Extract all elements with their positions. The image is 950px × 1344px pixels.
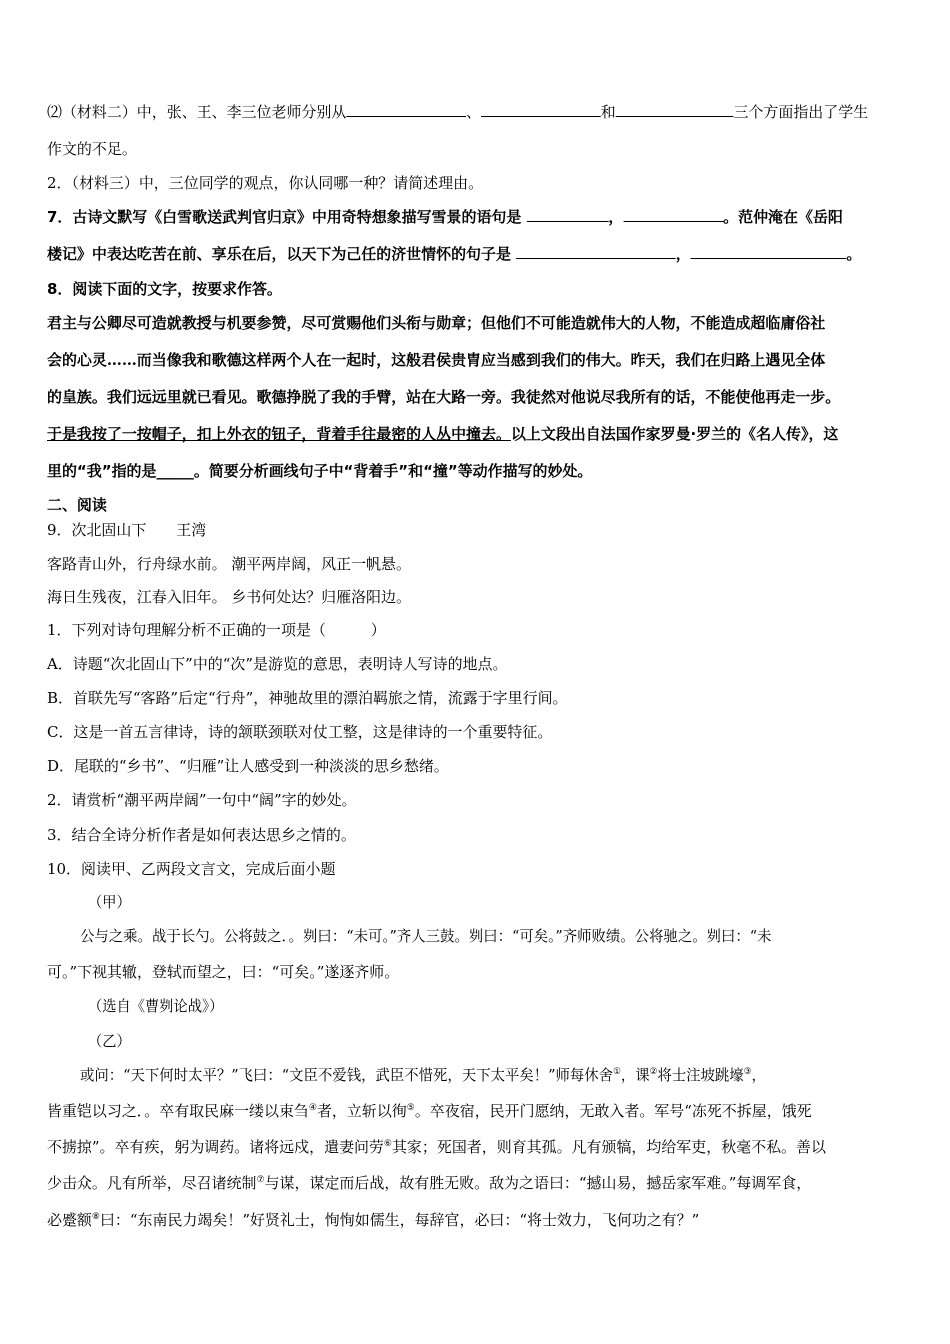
- question-text: 。: [846, 245, 862, 263]
- passage-text: 必蹙额: [47, 1211, 92, 1229]
- question-text: ⑵（材料二）中，张、王、李三位老师分别从: [47, 103, 347, 121]
- option-c[interactable]: C．这是一首五言律诗，诗的颔联颈联对仗工整，这是律诗的一个重要特征。: [47, 723, 553, 741]
- passage-text: ，课: [620, 1066, 650, 1084]
- q8-passage-line2: 会的心灵……而当像我和歌德这样两个人在一起时，这般君侯贵胄应当感到我们的伟大。昨天，我们在归路上遇见全体: [47, 351, 826, 369]
- q7-line1: [47, 206, 905, 228]
- passage-text: 或问：“天下何时太平？”飞曰：“文臣不爱钱，武臣不惜死，天下太平矣！”师每休舍: [80, 1066, 614, 1084]
- footnote-marker: ③: [743, 1067, 752, 1077]
- footnote-marker: ①: [613, 1067, 621, 1077]
- answer-blank-1[interactable]: [346, 102, 466, 117]
- material2-question-line2: 作文的不足。: [47, 140, 137, 158]
- passage-text: 。卒夜宿，民开门愿纳，无敢入者。军号“冻死不拆屋，饿死: [414, 1102, 812, 1120]
- answer-blank-q7-4[interactable]: [691, 244, 847, 259]
- q8-passage-line3: 的皇族。我们远远里就已看见。歌德挣脱了我的手臂，站在大路一旁。我徒然对他说尽我所有的话，不能使他再走一步。: [47, 388, 841, 406]
- question-text: 。范仲淹在《岳阳: [723, 208, 843, 226]
- passage-jia-label: （甲）: [88, 893, 131, 911]
- passage-text: 将士注坡跳壕: [657, 1066, 744, 1084]
- question-text: 里的“我”指的是: [47, 462, 157, 480]
- q8-passage-line4: [47, 423, 905, 445]
- passage-yi-line5: [47, 1209, 905, 1231]
- option-a[interactable]: A．诗题“次北固山下”中的“次”是游览的意思，表明诗人写诗的地点。: [47, 655, 508, 673]
- passage-text: ，: [751, 1066, 766, 1084]
- q9-sub2: 2．请赏析“潮平两岸阔”一句中“阔”字的妙处。: [47, 791, 357, 809]
- passage-text: 少击众。凡有所举，尽召诸统制: [47, 1174, 257, 1192]
- answer-blank-3[interactable]: [616, 102, 734, 117]
- passage-text: 与谋，谋定而后战，故有胜无败。敌为之语曰：“撼山易，撼岳家军难。”每调军食，: [264, 1174, 812, 1192]
- answer-blank-2[interactable]: [481, 102, 601, 117]
- option-d[interactable]: D．尾联的“乡书”、“归雁”让人感受到一种淡淡的思乡愁绪。: [47, 757, 449, 775]
- passage-jia-line2: 可。”下视其辙，登轼而望之，曰：“可矣。”遂逐齐师。: [47, 963, 400, 981]
- q8-passage-line5: [47, 460, 905, 482]
- option-b[interactable]: B．首联先写“客路”后定“行舟”，神驰故里的漂泊羁旅之情，流露于字里行间。: [47, 689, 568, 707]
- passage-text: 其家；死国者，则育其孤。凡有颁犒，均给军吏，秋毫不私。善以: [391, 1138, 826, 1156]
- q9-title: 9．次北固山下 王湾: [47, 521, 207, 539]
- question-text: 7．古诗文默写《白雪歌送武判官归京》中用奇特想象描写雪景的语句是: [47, 208, 522, 226]
- passage-yi-line4: [47, 1172, 905, 1194]
- material3-question: 2．（材料三）中，三位同学的观点，你认同哪一种？请简述理由。: [47, 174, 484, 192]
- q7-line2: [47, 243, 905, 265]
- passage-yi-label: （乙）: [88, 1032, 131, 1050]
- q9-sub3: 3．结合全诗分析作者是如何表达思乡之情的。: [47, 826, 356, 844]
- separator: 、: [466, 103, 482, 121]
- footnote-marker: ⑧: [91, 1212, 100, 1222]
- q8-title: 8．阅读下面的文字，按要求作答。: [47, 280, 282, 298]
- answer-blank-q7-1[interactable]: [527, 207, 609, 222]
- passage-yi-line2: [47, 1100, 905, 1122]
- q9-sub1: 1．下列对诗句理解分析不正确的一项是（ ）: [47, 621, 386, 639]
- passage-text: 者，立斩以徇: [316, 1102, 407, 1120]
- footnote-marker: ⑦: [256, 1175, 265, 1185]
- passage-yi-line1: [80, 1064, 905, 1086]
- separator: ，: [608, 208, 624, 226]
- footnote-marker: ⑤: [406, 1103, 415, 1113]
- question-text: 。简要分析画线句子中“背着手”和“撞”等动作描写的妙处。: [193, 462, 593, 480]
- footnote-marker: ②: [649, 1067, 658, 1077]
- passage-yi-line3: [47, 1136, 905, 1158]
- poem-line1: 客路青山外，行舟绿水前。 潮平两岸阔，风正一帆悬。: [47, 555, 411, 573]
- passage-text: 曰：“东南民力竭矣！”好贤礼士，恂恂如儒生，每辞官，必曰：“将士效力，飞何功之有？”: [99, 1211, 700, 1229]
- footnote-marker: ④: [308, 1103, 317, 1113]
- underlined-sentence: 于是我按了一按帽子，扣上外衣的钮子，背着手往最密的人丛中撞去。: [47, 425, 511, 443]
- separator: ，: [675, 245, 691, 263]
- material2-question-line1: [47, 101, 905, 123]
- answer-blank-q7-3[interactable]: [516, 244, 676, 259]
- footnote-marker: ⑥: [383, 1139, 392, 1149]
- poem-line2: 海日生残夜，江春入旧年。 乡书何处达？归雁洛阳边。: [47, 588, 411, 606]
- question-text: 楼记》中表达吃苦在前、享乐在后，以天下为己任的济世情怀的句子是: [47, 245, 511, 263]
- passage-text: 皆重铠以习之．。卒有取民麻一缕以束刍: [47, 1102, 309, 1120]
- passage-jia-source: （选自《曹刿论战》）: [88, 997, 224, 1015]
- answer-blank-q7-2[interactable]: [623, 207, 723, 222]
- separator: 和: [600, 103, 616, 121]
- section-heading-reading: 二、阅读: [47, 496, 107, 514]
- q10-title: 10．阅读甲、乙两段文言文，完成后面小题: [47, 860, 336, 878]
- question-text: 三个方面指出了学生: [733, 103, 869, 121]
- answer-blank-q8[interactable]: _____: [156, 462, 194, 480]
- passage-text: 不掳掠”。卒有疾，躬为调药。诸将远戍，遣妻问劳: [47, 1138, 384, 1156]
- q8-passage-line1: 君主与公卿尽可造就教授与机要参赞，尽可赏赐他们头衔与勋章；但他们不可能造就伟大的人物，不能造成超临庸俗社: [47, 314, 826, 332]
- passage-jia-line1: 公与之乘。战于长勺。公将鼓之．。刿曰：“未可。”齐人三鼓。刿曰：“可矣。”齐师败绩。公将驰之。刿曰：“未: [80, 927, 772, 945]
- question-text: 以上文段出自法国作家罗曼·罗兰的《名人传》，这: [510, 425, 839, 443]
